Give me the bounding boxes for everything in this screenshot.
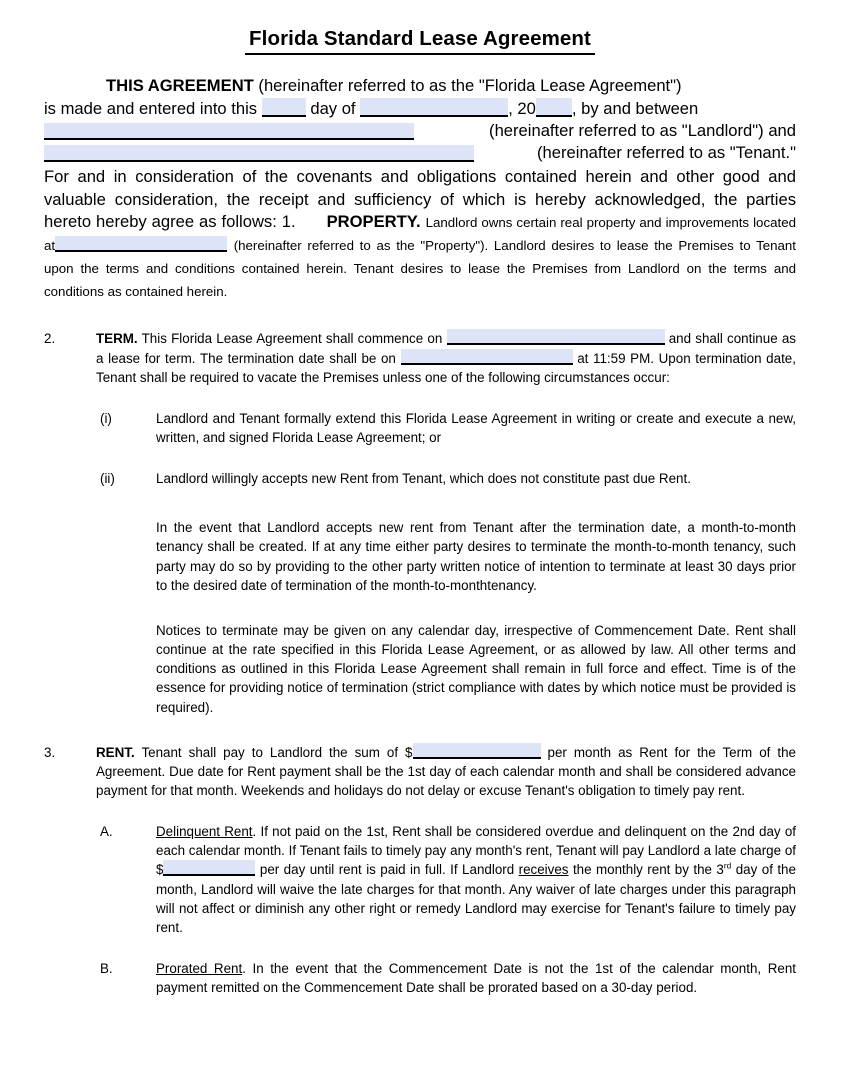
term-item-i-marker: (i) (100, 410, 112, 426)
section-term-body (96, 329, 796, 386)
consideration-text: For and in consideration of the covenants and obligations contained herein and other good and valuable consideration, the receipt and sufficiency of which is hereby acknowledged, the parties hereto hereby agree as follows: 1. (44, 166, 796, 232)
term-item-ii-marker: (ii) (100, 471, 115, 487)
term-paragraph-notices: Notices to terminate may be given on any calendar day, irrespective of Commencement Date. Rent shall continue at the rate specified in this Florida Lease Agreement, or as allowed by law. All other terms and conditions as outlined in this Florida Lease Agreement shall remain in full force and effect. Time is of the essence for providing notice of termination (strict compliance with dates by which notice must be provided is required). (156, 622, 796, 715)
property-heading: PROPERTY. (326, 212, 421, 232)
delinquent-rent-text-a: . If not paid on the 1st, Rent shall be considered overdue and delinquent on the 2nd day of each calendar month. If Tenant fails to timely pay any month's rent, Tenant will pay Landlord a late charge of $ (156, 824, 796, 878)
consideration-paragraph (44, 166, 796, 304)
termination-date-field[interactable] (401, 349, 573, 365)
landlord-line (44, 121, 796, 143)
section-term-text-c: at 11:59 PM. Upon termination date, Tenant shall be required to vacate the Premises unless one of the following circumstances occur: (96, 350, 796, 385)
term-paragraph-month-to-month: In the event that Landlord accepts new rent from Tenant after the termination date, a month-to-month tenancy shall be created. If at any time either party desires to terminate the month-to-month tenancy, such party may do so by providing to the other party written notice of intention to terminate at least 30 days prior to the desired date of termination of the month-to-monthtenancy. (156, 520, 796, 593)
rent-subsection-b-marker: B. (100, 961, 113, 977)
delinquent-rent-text-c: the monthly rent by the 3 (572, 862, 724, 878)
tenant-line (44, 143, 796, 166)
section-rent-heading: RENT. (96, 744, 135, 760)
term-item-i (100, 409, 796, 447)
receives-spellcheck-word: receives (518, 862, 569, 878)
ordinal-superscript: rd (723, 861, 732, 871)
tenant-line-tail: (hereinafter referred to as "Tenant." (537, 142, 796, 162)
section-term-text-a: This Florida Lease Agreement shall commence on (141, 331, 443, 347)
delinquent-rent-title: Delinquent Rent (156, 824, 253, 840)
term-item-i-text: Landlord and Tenant formally extend this Florida Lease Agreement in writing or create and execute a new, written, and signed Florida Lease Agreement; or (156, 410, 796, 445)
intro-line2-c: , 20 (508, 98, 536, 118)
section-rent (44, 743, 796, 800)
landlord-name-field[interactable] (44, 123, 414, 140)
rent-subsection-a-marker: A. (100, 824, 113, 840)
document-content (44, 0, 796, 997)
term-item-ii-text: Landlord willingly accepts new Rent from Tenant, which does not constitute past due Rent. (156, 471, 691, 487)
section-term-number: 2. (44, 331, 56, 347)
intro-line2-b: day of (310, 98, 356, 118)
section-rent-number: 3. (44, 744, 56, 760)
intro-line1-rest: (hereinafter referred to as the "Florida Lease Agreement") (253, 75, 682, 95)
page-title-text: Florida Standard Lease Agreement (245, 27, 595, 55)
term-item-ii (100, 469, 796, 488)
rent-subsection-a-body (156, 822, 796, 937)
intro-line2-d: , by and between (571, 98, 699, 118)
intro-paragraph (44, 75, 796, 121)
section-rent-text-b: per month as Rent for the Term of the Agreement. Due date for Rent payment shall be the 1st day of each calendar month and shall be considered advance payment for that month. Weekends and holidays do not delay or excuse Tenant's obligation to timely pay rent. (96, 744, 796, 798)
monthly-rent-amount-field[interactable] (413, 743, 541, 759)
delinquent-rent-text-d: day of the month, Landlord will waive the late charges for that month. Any waiver of late charges under this paragraph will not affect or diminish any other right or remedy Landlord may exercise for Tenant's failure to timely pay rent. (156, 862, 796, 935)
section-term (44, 329, 796, 386)
section-rent-text-a: Tenant shall pay to Landlord the sum of $ (141, 744, 413, 760)
property-text-b: (hereinafter referred to as the "Property"). Landlord desires to lease the Premises to Tenant upon the terms and conditions contained herein. Tenant desires to lease the Premises from Landlord on the terms and conditions as contained herein. (44, 238, 796, 300)
delinquent-rent-text-b: per day until rent is paid in full. If Landlord (259, 862, 515, 878)
rent-subsection-a (100, 822, 796, 937)
page-title (44, 27, 796, 55)
day-field[interactable] (262, 98, 306, 117)
year-field[interactable] (536, 98, 572, 117)
property-address-field[interactable] (55, 236, 227, 252)
late-charge-amount-field[interactable] (163, 860, 255, 876)
rent-subsection-b (100, 959, 796, 997)
landlord-line-tail: (hereinafter referred to as "Landlord") and (489, 120, 796, 140)
prorated-rent-text: . In the event that the Commencement Date is not the 1st of the calendar month, Rent payment remitted on the Commencement Date shall be prorated based on a 30-day period. (156, 961, 796, 996)
intro-lead-bold: THIS AGREEMENT (106, 75, 254, 95)
commencement-date-field[interactable] (447, 329, 665, 345)
section-term-heading: TERM. (96, 331, 138, 347)
tenant-name-field[interactable] (44, 145, 474, 162)
section-term-text-b: and shall continue as a lease for term. The termination date shall be on (96, 331, 796, 366)
month-field[interactable] (360, 98, 508, 117)
prorated-rent-title: Prorated Rent (156, 961, 243, 977)
section-rent-body (96, 743, 796, 800)
rent-subsection-b-body (156, 959, 796, 997)
intro-line2-a: is made and entered into this (44, 98, 258, 118)
property-text-a: Landlord owns certain real property and improvements located at (44, 215, 796, 254)
